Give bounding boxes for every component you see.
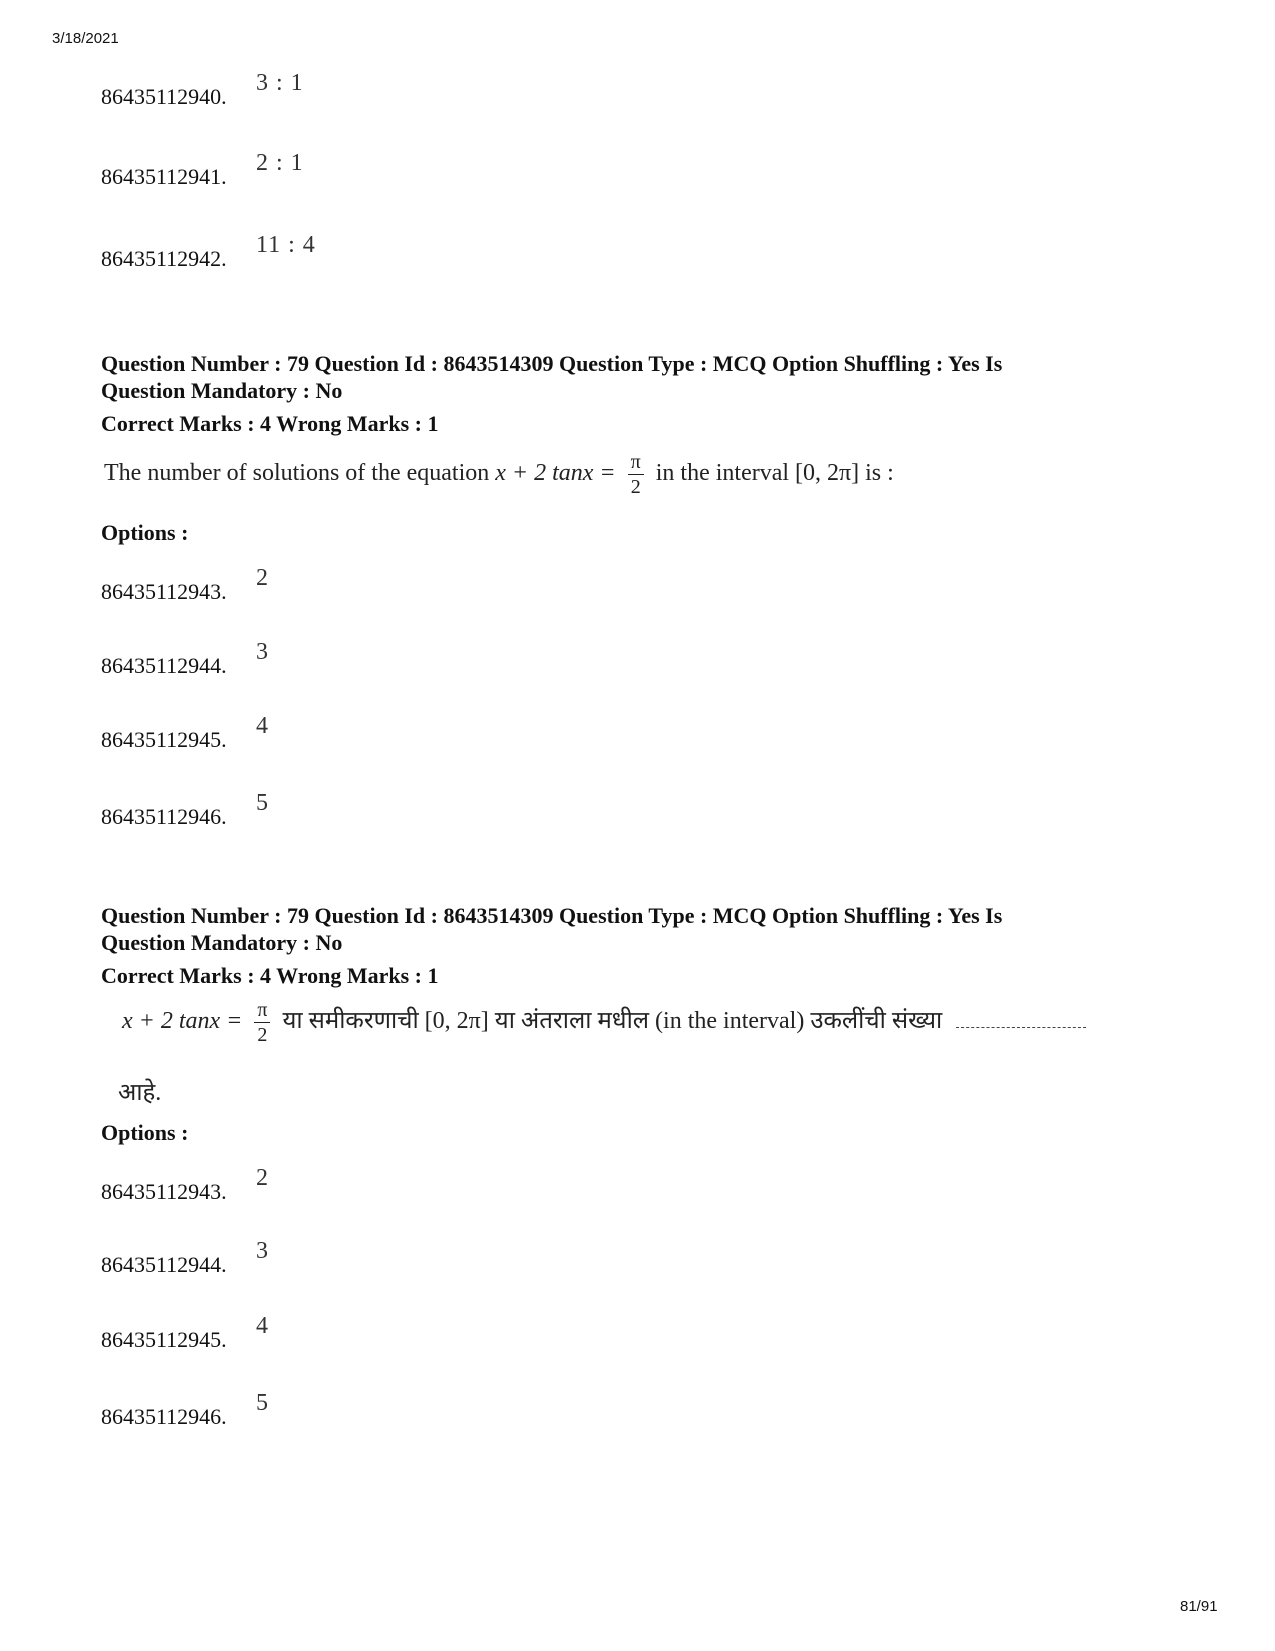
option-id: 86435112940. (101, 84, 227, 109)
options-label: Options : (101, 1120, 189, 1145)
option-value: 3 (256, 1238, 269, 1264)
option-value: 3 : 1 (256, 70, 304, 96)
fraction-numerator: π (628, 452, 644, 475)
question-meta-line: Question Number : 79 Question Id : 8643514309 Question Type : MCQ Option Shuffling : Yes Is (101, 351, 1003, 376)
option-row (101, 790, 601, 830)
option-value: 11 : 4 (256, 232, 316, 258)
option-id: 86435112944. (101, 1252, 227, 1277)
answer-blank (956, 1027, 1086, 1028)
fraction-denominator: 2 (257, 1024, 268, 1046)
question-meta-line: Question Number : 79 Question Id : 8643514309 Question Type : MCQ Option Shuffling : Yes Is (101, 903, 1003, 928)
fraction-numerator: π (254, 1000, 270, 1023)
option-id: 86435112942. (101, 246, 227, 271)
question-text-before: The number of solutions of the equation (104, 460, 496, 487)
question-marks: Correct Marks : 4 Wrong Marks : 1 (101, 963, 439, 988)
option-row (101, 565, 601, 605)
question-text-after: या समीकरणाची [0, 2π] या अंतराला मधील (in the interval) उकलींची संख्या (282, 1008, 943, 1035)
option-row (101, 232, 601, 272)
option-row (101, 70, 601, 110)
option-id: 86435112943. (101, 1179, 227, 1204)
option-id: 86435112946. (101, 1404, 227, 1429)
option-row (101, 639, 601, 679)
option-value: 5 (256, 790, 269, 816)
print-date: 3/18/2021 (52, 30, 119, 47)
option-row (101, 150, 601, 190)
option-value: 2 (256, 565, 269, 591)
option-row (101, 1313, 601, 1353)
option-row (101, 1238, 601, 1278)
option-value: 4 (256, 713, 269, 739)
option-row (101, 1390, 601, 1430)
equation-left: x + 2 tanx = (495, 460, 616, 487)
options-label: Options : (101, 520, 189, 545)
question-text (104, 452, 894, 497)
option-value: 2 : 1 (256, 150, 304, 176)
pi-over-two-fraction (628, 452, 644, 497)
equation-left: x + 2 tanx = (122, 1008, 243, 1035)
option-id: 86435112944. (101, 653, 227, 678)
option-row (101, 1165, 601, 1205)
option-value: 4 (256, 1313, 269, 1339)
question-header (101, 350, 1201, 437)
question-header (101, 902, 1201, 989)
page-number: 81/91 (1180, 1598, 1218, 1615)
question-text-line2: आहे. (118, 1080, 162, 1106)
question-marks: Correct Marks : 4 Wrong Marks : 1 (101, 411, 439, 436)
question-mandatory-line: Question Mandatory : No (101, 378, 343, 403)
option-value: 5 (256, 1390, 269, 1416)
question-text (122, 1000, 1086, 1045)
fraction-denominator: 2 (630, 476, 641, 498)
option-id: 86435112941. (101, 164, 227, 189)
option-id: 86435112943. (101, 579, 227, 604)
option-value: 3 (256, 639, 269, 665)
option-id: 86435112945. (101, 727, 227, 752)
question-mandatory-line: Question Mandatory : No (101, 930, 343, 955)
option-row (101, 713, 601, 753)
question-text-after: in the interval [0, 2π] is : (655, 460, 894, 487)
option-value: 2 (256, 1165, 269, 1191)
option-id: 86435112945. (101, 1327, 227, 1352)
pi-over-two-fraction (254, 1000, 270, 1045)
option-id: 86435112946. (101, 804, 227, 829)
